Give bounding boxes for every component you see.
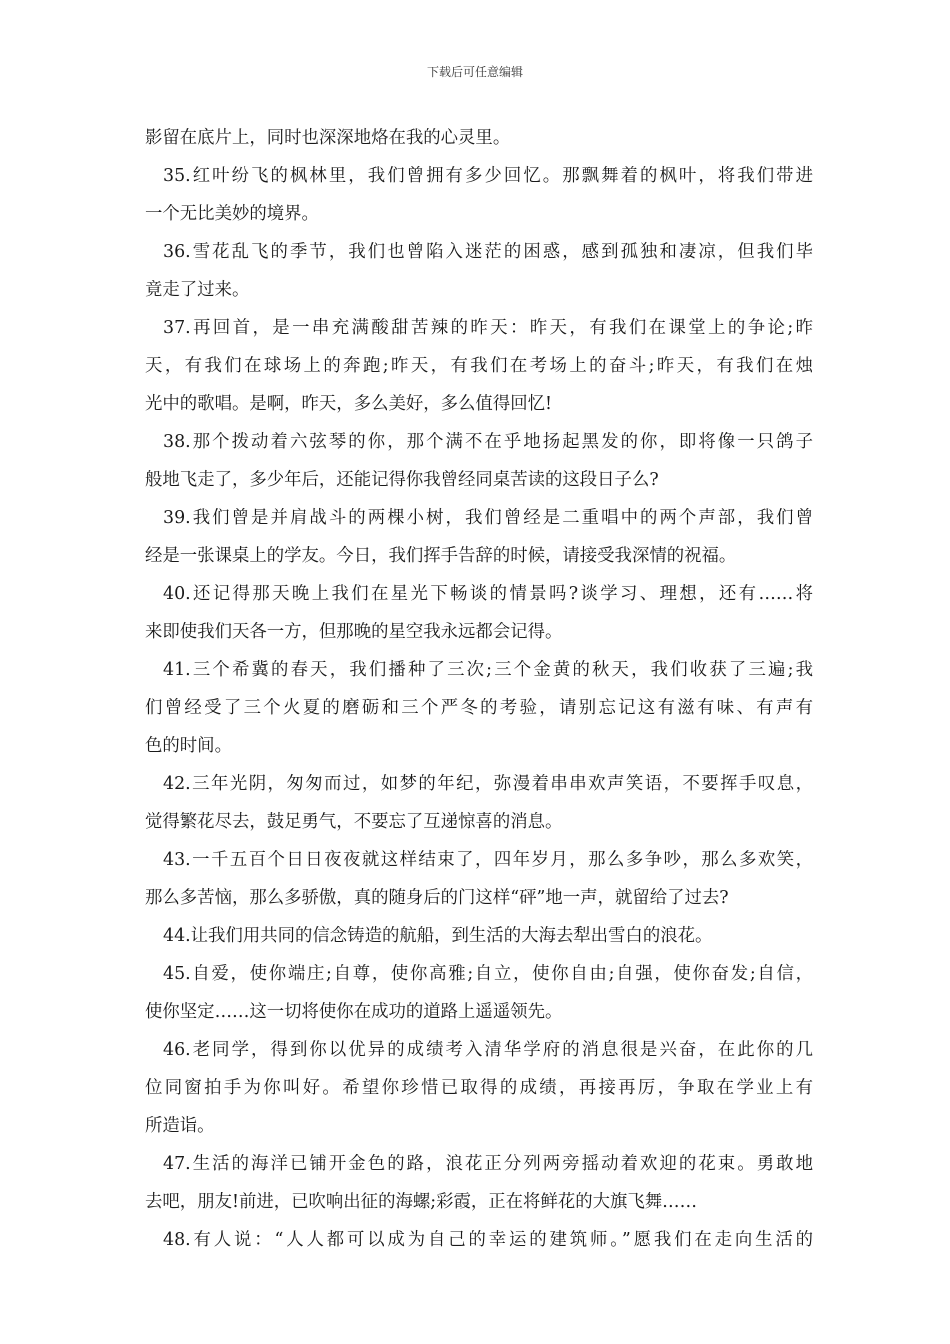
page-header: 下载后可任意编辑 [426,65,523,79]
text-line: 46.老同学，得到你以优异的成绩考入清华学府的消息很是兴奋，在此你的几 [163,1040,813,1060]
text-line: 37.再回首，是一串充满酸甜苦辣的昨天：昨天，有我们在课堂上的争论;昨 [163,318,813,338]
text-line: 竟走了过来。 [145,280,250,300]
text-line: 40.还记得那天晚上我们在星光下畅谈的情景吗?谈学习、理想，还有……将 [163,584,813,604]
text-line: 那么多苦恼，那么多骄傲，真的随身后的门这样“砰”地一声，就留给了过去? [145,888,729,908]
text-line: 39.我们曾是并肩战斗的两棵小树，我们曾经是二重唱中的两个声部，我们曾 [163,508,813,528]
text-line: 43.一千五百个日日夜夜就这样结束了，四年岁月，那么多争吵，那么多欢笑， [163,850,813,870]
text-line: 38.那个拨动着六弦琴的你，那个满不在乎地扬起黑发的你，即将像一只鸽子 [163,432,813,452]
text-line: 44.让我们用共同的信念铸造的航船，到生活的大海去犁出雪白的浪花。 [163,926,713,946]
text-line: 42.三年光阴，匆匆而过，如梦的年纪，弥漫着串串欢声笑语，不要挥手叹息， [163,774,813,794]
text-line: 来即使我们天各一方，但那晚的星空我永远都会记得。 [145,622,563,642]
text-line: 47.生活的海洋已铺开金色的路，浪花正分列两旁摇动着欢迎的花束。勇敢地 [163,1154,813,1174]
text-line: 所造诣。 [145,1116,215,1136]
text-line: 48.有人说：“人人都可以成为自己的幸运的建筑师。”愿我们在走向生活的 [163,1230,813,1250]
text-line: 35.红叶纷飞的枫林里，我们曾拥有多少回忆。那飘舞着的枫叶，将我们带进 [163,166,813,186]
text-line: 使你坚定……这一切将使你在成功的道路上遥遥领先。 [145,1002,563,1022]
text-line: 光中的歌唱。是啊，昨天，多么美好，多么值得回忆! [145,394,552,414]
text-line: 经是一张课桌上的学友。今日，我们挥手告辞的时候，请接受我深情的祝福。 [145,546,737,566]
text-line: 觉得繁花尽去，鼓足勇气，不要忘了互递惊喜的消息。 [145,812,563,832]
document-body [145,119,813,1259]
text-line: 45.自爱，使你端庄;自尊，使你高雅;自立，使你自由;自强，使你奋发;自信， [163,964,813,984]
text-line: 位同窗拍手为你叫好。希望你珍惜已取得的成绩，再接再厉，争取在学业上有 [145,1078,813,1098]
text-line: 41.三个希冀的春天，我们播种了三次;三个金黄的秋天，我们收获了三遍;我 [163,660,813,680]
text-line: 们曾经受了三个火夏的磨砺和三个严冬的考验，请别忘记这有滋有味、有声有 [145,698,813,718]
text-line: 般地飞走了，多少年后，还能记得你我曾经同桌苦读的这段日子么? [145,470,659,490]
text-line: 天，有我们在球场上的奔跑;昨天，有我们在考场上的奋斗;昨天，有我们在烛 [145,356,813,376]
text-line: 36.雪花乱飞的季节，我们也曾陷入迷茫的困惑，感到孤独和凄凉，但我们毕 [163,242,813,262]
text-line: 去吧，朋友!前进，已吹响出征的海螺;彩霞，正在将鲜花的大旗飞舞…… [145,1192,697,1212]
text-line: 一个无比美妙的境界。 [145,204,319,224]
text-line: 色的时间。 [145,736,232,756]
text-line: 影留在底片上，同时也深深地烙在我的心灵里。 [145,128,511,148]
